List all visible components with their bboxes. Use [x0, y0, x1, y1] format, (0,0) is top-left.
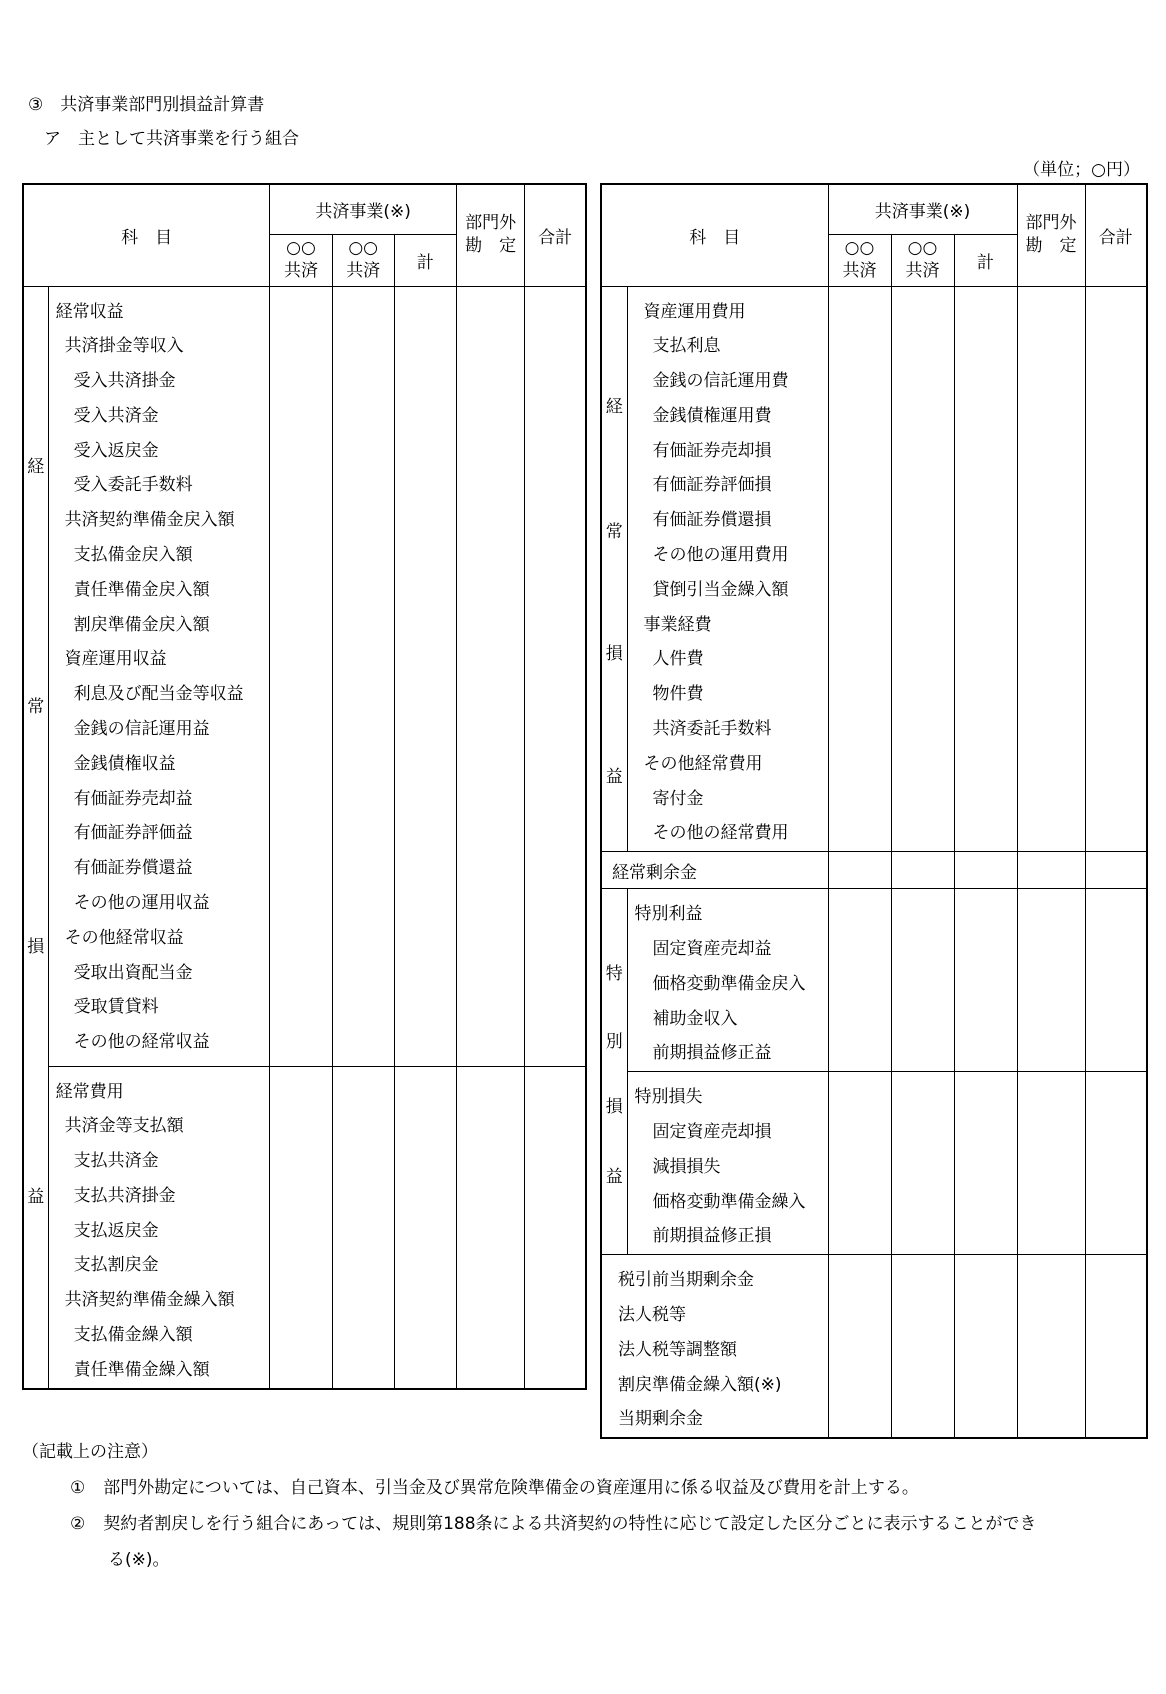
sub2-header: ○○ 共済 — [332, 234, 394, 286]
statement-subheading: ア 主として共済事業を行う組合 — [44, 129, 299, 149]
line-item: 金銭債権収益 — [73, 753, 176, 774]
line-item: 責任準備金繰入額 — [73, 1359, 210, 1380]
revenue-items — [48, 286, 270, 1066]
sub1-header: ○○ 共済 — [828, 234, 891, 286]
line-item: 責任準備金戻入額 — [73, 579, 210, 600]
line-item: その他の運用費用 — [652, 545, 789, 566]
line-item: 共済委託手数料 — [652, 719, 772, 740]
left-vlabel: 経 常 損 益 — [23, 286, 48, 1389]
bottom-items — [601, 1255, 828, 1438]
line-item: 経常費用 — [55, 1081, 124, 1102]
line-item: 特別損失 — [634, 1087, 703, 1108]
line-item: 減損損失 — [652, 1156, 721, 1177]
line-item: 資産運用収益 — [64, 649, 167, 670]
line-item: 受取賃貸料 — [73, 997, 159, 1018]
notes-title: （記載上の注意） — [22, 1442, 158, 1462]
line-item: 事業経費 — [643, 614, 712, 635]
line-item: 税引前当期剰余金 — [618, 1270, 754, 1291]
line-item: 共済掛金等収入 — [64, 336, 184, 357]
kyosai-jigyo-header: 共済事業(※) — [270, 184, 457, 234]
line-item: 有価証券売却益 — [73, 788, 193, 809]
line-item: 有価証券評価損 — [652, 475, 772, 496]
ordinary-expense-items — [627, 286, 828, 852]
line-item: 支払備金戻入額 — [73, 545, 193, 566]
line-item: 前期損益修正損 — [652, 1226, 772, 1247]
line-item: 前期損益修正益 — [652, 1043, 772, 1064]
line-item: 受取出資配当金 — [73, 962, 193, 983]
note-item: ① 部門外勘定については、自己資本、引当金及び異常危険準備金の資産運用に係る収益及び費用を計上する。 — [70, 1478, 919, 1498]
line-item: その他の運用収益 — [73, 893, 210, 914]
expense-items — [48, 1066, 270, 1389]
right-statement-table — [600, 183, 1148, 1439]
line-item: 固定資産売却損 — [652, 1122, 772, 1143]
line-item: 金銭の信託運用益 — [73, 719, 210, 740]
line-item: 法人税等 — [618, 1305, 686, 1326]
line-item: 支払割戻金 — [73, 1255, 159, 1276]
line-item: 資産運用費用 — [643, 301, 746, 322]
line-item: 固定資産売却益 — [652, 939, 772, 960]
ordinary-vlabel: 経 常 損 益 — [601, 286, 627, 852]
left-statement-table — [22, 183, 587, 1390]
bumongai-header: 部門外 勘 定 — [1017, 184, 1085, 286]
line-item: 物件費 — [652, 684, 704, 705]
subject-header: 科 目 — [601, 184, 828, 286]
line-item: 受入共済掛金 — [73, 371, 176, 392]
line-item: 価格変動準備金戻入 — [652, 973, 806, 994]
total-header: 合計 — [525, 184, 586, 286]
statement-heading: ③ 共済事業部門別損益計算書 — [28, 95, 265, 115]
sub1-header: ○○ 共済 — [270, 234, 332, 286]
line-item: 受入委託手数料 — [73, 475, 193, 496]
line-item: 当期剰余金 — [618, 1409, 703, 1430]
line-item: 寄付金 — [652, 788, 704, 809]
line-item: 経常収益 — [55, 301, 124, 322]
line-item: 特別利益 — [634, 904, 703, 925]
subject-header: 科 目 — [23, 184, 270, 286]
line-item: その他経常収益 — [64, 927, 184, 948]
line-item: 支払返戻金 — [73, 1220, 159, 1241]
notes-section — [22, 1434, 1142, 1578]
line-item: 支払共済掛金 — [73, 1185, 176, 1206]
line-item: 受入返戻金 — [73, 440, 159, 461]
line-item: その他の経常収益 — [73, 1032, 210, 1053]
line-item: 有価証券評価益 — [73, 823, 193, 844]
line-item: 支払共済金 — [73, 1151, 159, 1172]
note-item: ② 契約者割戻しを行う組合にあっては、規則第188条による共済契約の特性に応じて設定した区分ごとに表示することができ る(※)。 — [70, 1514, 1037, 1570]
ordinary-surplus: 経常剰余金 — [601, 852, 828, 889]
unit-label: （単位；○円） — [1023, 160, 1140, 180]
line-item: 共済契約準備金繰入額 — [64, 1290, 235, 1311]
subtotal-header: 計 — [954, 234, 1017, 286]
line-item: 法人税等調整額 — [618, 1339, 737, 1360]
special-vlabel: 特 別 損 益 — [601, 889, 627, 1255]
total-header: 合計 — [1085, 184, 1147, 286]
kyosai-jigyo-header: 共済事業(※) — [828, 184, 1017, 234]
bumongai-header: 部門外 勘 定 — [457, 184, 525, 286]
line-item: その他の経常費用 — [652, 823, 789, 844]
line-item: 利息及び配当金等収益 — [73, 684, 244, 705]
line-item: 有価証券売却損 — [652, 440, 772, 461]
special-loss-items — [627, 1072, 828, 1255]
line-item: 共済契約準備金戻入額 — [64, 510, 235, 531]
subtotal-header: 計 — [394, 234, 456, 286]
line-item: 人件費 — [652, 649, 704, 670]
line-item: 支払利息 — [652, 336, 721, 357]
line-item: 貸倒引当金繰入額 — [652, 579, 789, 600]
special-gain-items — [627, 889, 828, 1072]
line-item: 支払備金繰入額 — [73, 1325, 193, 1346]
line-item: 金銭債権運用費 — [652, 405, 772, 426]
line-item: 金銭の信託運用費 — [652, 371, 789, 392]
line-item: 有価証券償還益 — [73, 858, 193, 879]
line-item: 割戻準備金戻入額 — [73, 614, 210, 635]
sub2-header: ○○ 共済 — [891, 234, 954, 286]
line-item: 共済金等支払額 — [64, 1116, 184, 1137]
line-item: 割戻準備金繰入額(※) — [618, 1374, 782, 1395]
line-item: 有価証券償還損 — [652, 510, 772, 531]
line-item: 受入共済金 — [73, 405, 159, 426]
line-item: その他経常費用 — [643, 753, 763, 774]
line-item: 価格変動準備金繰入 — [652, 1191, 806, 1212]
line-item: 補助金収入 — [652, 1008, 738, 1029]
